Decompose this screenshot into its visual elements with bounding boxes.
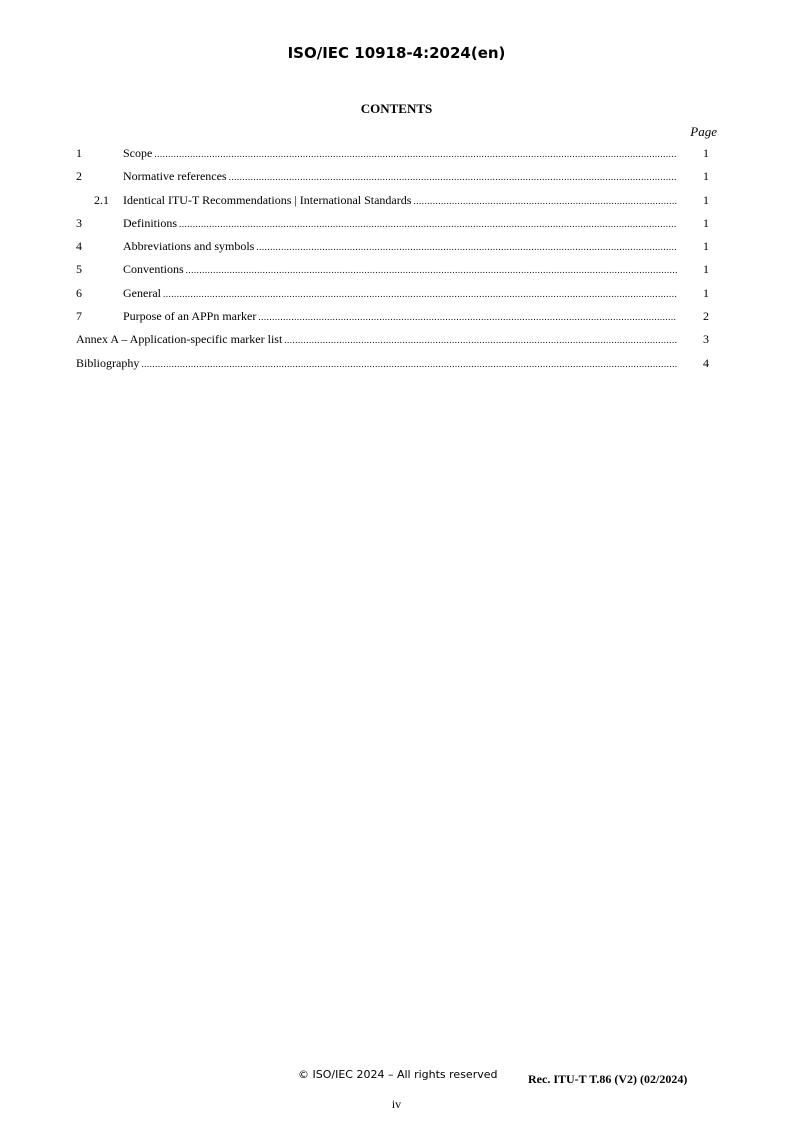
dot-leader (258, 309, 677, 324)
toc-entry-number: 1 (76, 146, 82, 160)
dot-leader (186, 262, 677, 277)
toc-entry-identical-recommendations[interactable] (76, 193, 711, 216)
toc-entry-title: Annex A – Application-specific marker list (76, 332, 283, 347)
toc-entry-normative-references[interactable] (76, 169, 711, 192)
dot-leader (154, 146, 677, 161)
toc-entry-title: Definitions (123, 215, 177, 230)
contents-title: CONTENTS (360, 101, 433, 116)
toc-entry-page: 1 (703, 285, 709, 300)
toc-entry-abbreviations[interactable] (76, 239, 711, 262)
toc-entry-title: Abbreviations and symbols (123, 239, 255, 254)
toc-entry-number: 2 (76, 169, 82, 184)
toc-entry-title: Bibliography (76, 355, 140, 370)
toc-entry-page: 1 (703, 146, 709, 160)
dot-leader (256, 239, 677, 254)
toc-entry-page: 4 (703, 355, 709, 370)
toc-entry-annex-a[interactable] (76, 332, 711, 355)
toc-entry-title: Normative references (123, 169, 227, 184)
toc-entry-number: 3 (76, 215, 82, 230)
toc-entry-number: 6 (76, 285, 82, 300)
toc-entry-title: Conventions (123, 262, 184, 277)
toc-entry-page: 1 (703, 215, 709, 230)
footer-page-number: iv (391, 1097, 402, 1111)
toc-entry-title: Scope (123, 146, 153, 160)
toc-entry-title: General (123, 285, 161, 300)
dot-leader (413, 193, 677, 208)
page-column-label: Page (690, 124, 717, 139)
toc-entry-number: 4 (76, 239, 82, 254)
toc-entry-page: 3 (703, 332, 709, 347)
toc-entry-definitions[interactable] (76, 216, 711, 239)
dot-leader (179, 216, 677, 231)
footer-recommendation-id: Rec. ITU-T T.86 (V2) (02/2024) (528, 1072, 688, 1086)
toc-entry-title: Identical ITU-T Recommendations | International Standards (123, 192, 412, 207)
toc-entry-scope[interactable] (76, 146, 711, 169)
toc-entry-page: 1 (703, 239, 709, 254)
toc-entry-conventions[interactable] (76, 262, 711, 285)
toc-entry-title: Purpose of an APPn marker (123, 309, 257, 324)
dot-leader (229, 169, 677, 184)
toc-entry-page: 1 (703, 169, 709, 184)
dot-leader (284, 332, 677, 347)
dot-leader (141, 356, 677, 371)
toc-entry-page: 1 (703, 192, 709, 207)
toc-entry-number: 7 (76, 309, 82, 324)
dot-leader (163, 286, 677, 301)
table-of-contents (76, 146, 711, 379)
toc-entry-general[interactable] (76, 286, 711, 309)
toc-entry-number: 5 (76, 262, 82, 277)
document-id-header: ISO/IEC 10918-4:2024(en) (287, 44, 506, 62)
toc-entry-number: 2.1 (94, 192, 109, 207)
toc-entry-page: 2 (703, 309, 709, 324)
toc-entry-bibliography[interactable] (76, 356, 711, 379)
toc-entry-purpose-appn-marker[interactable] (76, 309, 711, 332)
footer-copyright: © ISO/IEC 2024 – All rights reserved (298, 1068, 498, 1081)
toc-entry-page: 1 (703, 262, 709, 277)
